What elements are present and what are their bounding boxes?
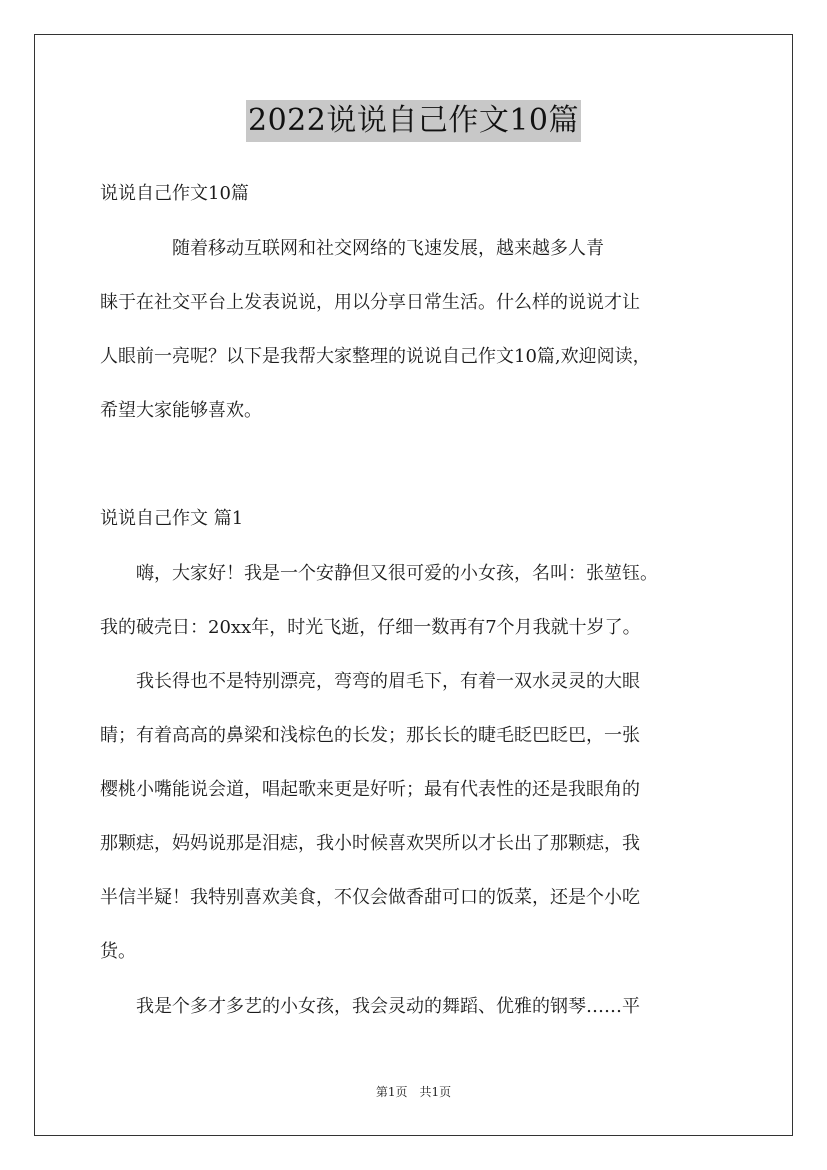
- body-line-1: 嗨，大家好！我是一个安静但又很可爱的小女孩，名叫：张堃钰。: [100, 563, 658, 584]
- subtitle-line: 说说自己作文10篇: [100, 183, 249, 204]
- body-line-5: 樱桃小嘴能说会道，唱起歌来更是好听；最有代表性的还是我眼角的: [100, 779, 640, 800]
- body-line-4: 睛；有着高高的鼻梁和浅棕色的长发；那长长的睫毛眨巴眨巴，一张: [100, 725, 640, 746]
- section-heading: 说说自己作文 篇1: [100, 508, 244, 529]
- intro-line-3: 人眼前一亮呢？以下是我帮大家整理的说说自己作文10篇,欢迎阅读，: [100, 346, 651, 367]
- body-line-3: 我长得也不是特别漂亮，弯弯的眉毛下，有着一双水灵灵的大眼: [100, 671, 640, 692]
- page-number-footer: 第1页 共1页: [375, 1085, 452, 1099]
- intro-line-1: 随着移动互联网和社交网络的飞速发展，越来越多人青: [100, 238, 604, 259]
- title-container: [0, 100, 827, 142]
- body-line-8: 货。: [100, 941, 136, 962]
- intro-line-2: 睐于在社交平台上发表说说，用以分享日常生活。什么样的说说才让: [100, 292, 640, 313]
- body-line-6: 那颗痣，妈妈说那是泪痣，我小时候喜欢哭所以才长出了那颗痣，我: [100, 833, 640, 854]
- body-line-9: 我是个多才多艺的小女孩，我会灵动的舞蹈、优雅的钢琴……平: [100, 996, 640, 1017]
- body-line-2: 我的破壳日：20xx年，时光飞逝，仔细一数再有7个月我就十岁了。: [100, 617, 641, 638]
- body-line-7: 半信半疑！我特别喜欢美食，不仅会做香甜可口的饭菜，还是个小吃: [100, 887, 640, 908]
- document-title: 2022说说自己作文10篇: [246, 100, 581, 142]
- intro-line-4: 希望大家能够喜欢。: [100, 400, 262, 421]
